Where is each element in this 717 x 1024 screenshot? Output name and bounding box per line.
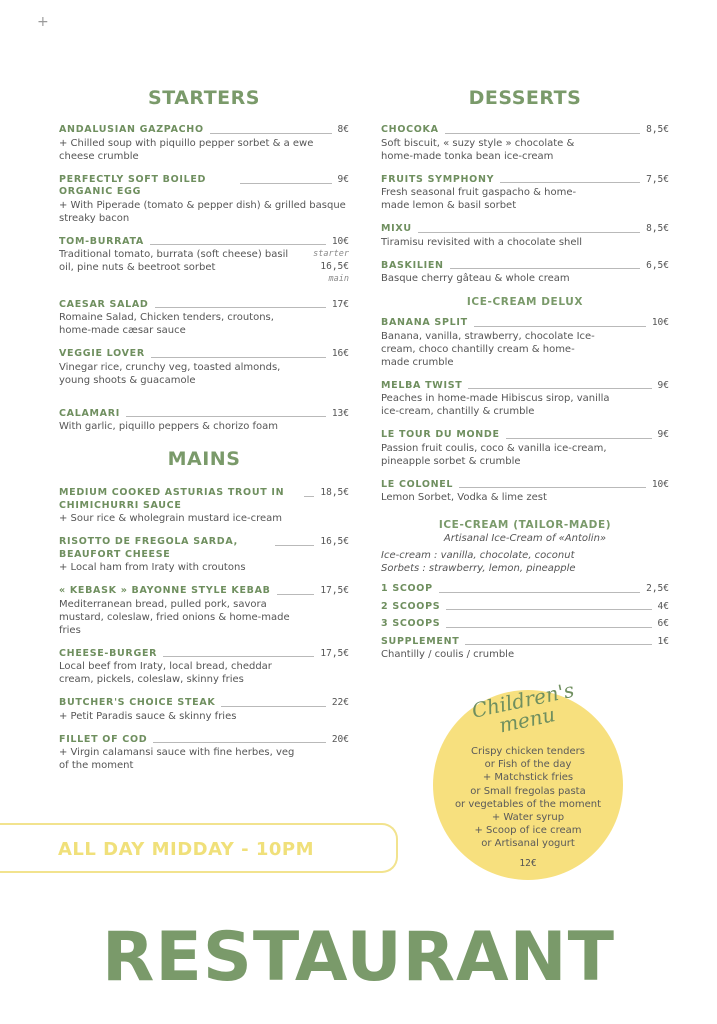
childrens-menu-line: + Matchstick fries: [482, 772, 574, 784]
childrens-menu-line: + Scoop of ice cream: [474, 825, 582, 837]
childrens-menu-line: Crispy chicken tenders: [471, 746, 585, 757]
item-price: 9€: [657, 429, 669, 440]
item-description: + With Piperade (tomato & pepper dish) & grilled basque streaky bacon: [59, 199, 346, 224]
item-name: ANDALUSIAN GAZPACHO: [59, 124, 204, 135]
icecream-flavours: Ice-cream : vanilla, chocolate, coconut: [381, 550, 575, 561]
desserts-title: DESSERTS: [468, 87, 582, 109]
childrens-menu-title: Children's menu: [469, 677, 577, 738]
item-price: 9€: [337, 173, 349, 185]
menu-item: [381, 479, 669, 505]
childrens-menu-line: or Small fregolas pasta: [470, 785, 586, 797]
item-name: CHOCOKA: [381, 124, 439, 135]
leader-line: [210, 133, 332, 134]
item-name: RISOTTO DE FREGOLA SARDA, BEAUFORT CHEESE: [59, 536, 238, 560]
item-price: 10€: [651, 478, 669, 490]
item-name: 3 SCOOPS: [381, 618, 441, 629]
menu-item: [59, 734, 349, 773]
leader-line: [126, 416, 326, 417]
item-description: Local beef from Iraty, local bread, cheddar cream, pickels, coleslaw, skinny fries: [59, 661, 272, 685]
item-price: 20€: [331, 733, 349, 745]
childrens-menu-line: or vegetables of the moment: [454, 798, 602, 810]
item-name: BANANA SPLIT: [381, 317, 468, 328]
icecream-tailor-title: ICE-CREAM (TAILOR-MADE): [438, 519, 612, 531]
item-description: + Sour rice & wholegrain mustard ice-cream: [59, 513, 283, 524]
item-price: 6€: [657, 618, 669, 629]
item-description: Lemon Sorbet, Vodka & lime zest: [381, 492, 547, 503]
item-name: FILLET OF COD: [59, 733, 148, 745]
item-description: Mediterranean bread, pulled pork, savora mustard, coleslaw, fried onions & home-made fries: [59, 598, 290, 636]
item-price: 22€: [331, 697, 349, 708]
item-description: + Local ham from Iraty with croutons: [59, 562, 246, 573]
leader-line: [240, 183, 332, 184]
menu-item: [381, 317, 669, 369]
leader-line: [153, 742, 326, 743]
restaurant-title: RESTAURANT: [102, 918, 615, 997]
item-description: Soft biscuit, « suzy style » chocolate & home-made tonka bean ice-cream: [381, 137, 575, 162]
leader-line: [221, 706, 325, 707]
leader-line: [450, 268, 640, 269]
item-name: LE TOUR DU MONDE: [381, 429, 500, 440]
menu-item: [59, 174, 349, 225]
right-column: [381, 86, 669, 661]
childrens-menu-line: or Fish of the day: [484, 759, 572, 771]
item-description: Fresh seasonal fruit gaspacho & home-made lemon & basil sorbet: [381, 187, 577, 211]
mains-title: MAINS: [167, 448, 241, 470]
item-description: Passion fruit coulis, coco & vanilla ice-cream, pineapple sorbet & crumble: [381, 442, 607, 467]
hours-banner-text: ALL DAY MIDDAY - 10PM: [58, 839, 314, 860]
menu-item: [59, 348, 349, 387]
item-price: 9€: [657, 379, 669, 391]
item-name: MEDIUM COOKED ASTURIAS TROUT IN CHIMICHURRI SAUCE: [59, 487, 285, 511]
starters-title: STARTERS: [148, 87, 260, 109]
item-name: LE COLONEL: [381, 478, 454, 490]
leader-line: [163, 656, 314, 657]
leader-line: [446, 627, 651, 628]
item-description: Basque cherry gâteau & whole cream: [381, 273, 570, 284]
leader-line: [304, 496, 314, 497]
leader-line: [446, 609, 651, 610]
leader-line: [418, 232, 640, 233]
menu-item: [59, 585, 349, 637]
corner-plus-mark: +: [37, 14, 49, 30]
menu-item: [59, 697, 349, 723]
item-price: 1€: [657, 635, 669, 647]
item-name: BUTCHER'S CHOICE STEAK: [59, 697, 216, 708]
item-description: + Virgin calamansi sauce with fine herbes, veg of the moment: [59, 747, 295, 771]
menu-item: [381, 583, 669, 596]
leader-line: [459, 487, 646, 488]
item-name: BASKILIEN: [381, 259, 444, 271]
item-description: With garlic, piquillo peppers & chorizo foam: [59, 421, 279, 432]
item-price: 17,5€: [320, 585, 349, 596]
item-name: 1 SCOOP: [381, 583, 433, 594]
menu-item: [381, 223, 669, 249]
menu-item: [59, 648, 349, 687]
sorbet-flavours: Sorbets : strawberry, lemon, pineapple: [381, 563, 576, 574]
item-name: MELBA TWIST: [381, 379, 463, 391]
item-price: 6,5€: [646, 259, 669, 271]
item-price: 13€: [331, 407, 349, 419]
item-name: PERFECTLY SOFT BOILED ORGANIC EGG: [59, 173, 207, 197]
childrens-menu-line: + Water syrup: [491, 812, 565, 824]
leader-line: [155, 307, 326, 308]
item-price: 17€: [331, 298, 349, 310]
item-price: 8€: [337, 124, 349, 135]
leader-line: [500, 182, 640, 183]
item-price: 16€: [331, 348, 349, 359]
item-description: + Petit Paradis sauce & skinny fries: [59, 710, 237, 722]
item-price: 18,5€: [320, 487, 349, 498]
leader-line: [150, 244, 326, 245]
menu-item: [59, 236, 349, 289]
item-price: 16,5€: [320, 536, 349, 547]
item-description: Traditional tomato, burrata (soft cheese) basil oil, pine nuts & beetroot sorbet: [59, 249, 289, 273]
item-price: 8,5€: [646, 223, 669, 234]
menu-item: [59, 536, 349, 574]
item-description: Romaine Salad, Chicken tenders, croutons, home-made cæsar sauce: [59, 312, 274, 336]
item-price: 2,5€: [646, 583, 669, 594]
item-name: VEGGIE LOVER: [59, 348, 145, 359]
item-name: « KEBASK » BAYONNE STYLE KEBAB: [59, 585, 271, 596]
item-price: 10€: [651, 317, 669, 328]
item-name: MIXU: [381, 223, 412, 234]
menu-item: [381, 618, 669, 631]
leader-line: [275, 545, 314, 546]
item-price: 17,5€: [320, 647, 349, 659]
menu-item: [381, 429, 669, 468]
menu-item: [381, 380, 669, 419]
menu-item: [381, 174, 669, 213]
item-name: CAESAR SALAD: [59, 298, 149, 310]
left-column: [59, 86, 349, 772]
item-name: 2 SCOOPS: [381, 600, 441, 612]
item-description: Tiramisu revisited with a chocolate shell: [381, 236, 583, 248]
item-price: 4€: [657, 600, 669, 612]
item-name: TOM-BURRATA: [59, 235, 144, 247]
item-price: 8,5€: [646, 124, 669, 135]
menu-item: [59, 124, 349, 163]
leader-line: [277, 594, 315, 595]
item-name: FRUITS SYMPHONY: [381, 173, 495, 185]
item-name: SUPPLEMENT: [381, 635, 460, 647]
leader-line: [468, 388, 651, 389]
menu-item: [381, 124, 669, 163]
menu-item: [381, 260, 669, 286]
leader-line: [439, 592, 640, 593]
item-price: 10€: [331, 235, 349, 247]
item-price: 7,5€: [646, 173, 669, 185]
item-price-main: 16,5€: [320, 260, 349, 272]
item-description: Peaches in home-made Hibiscus sirop, vanilla ice-cream, chantilly & crumble: [381, 393, 610, 417]
leader-line: [445, 133, 640, 134]
item-description: + Chilled soup with piquillo pepper sorbet & a ewe cheese crumble: [59, 137, 314, 162]
leader-line: [465, 644, 651, 645]
childrens-menu-line: or Artisanal yogurt: [481, 838, 575, 850]
childrens-menu-list: [433, 745, 623, 851]
icecream-delux-title: ICE-CREAM DELUX: [466, 296, 584, 308]
leader-line: [506, 438, 652, 439]
price-note-main: main: [328, 273, 349, 284]
menu-item: [59, 487, 349, 525]
icecream-tailor-subtitle: Artisanal Ice-Cream of «Antolin»: [443, 533, 607, 544]
menu-item: [381, 601, 669, 614]
menu-item: [59, 408, 349, 434]
item-name: CHEESE-BURGER: [59, 647, 158, 659]
item-name: CALAMARI: [59, 407, 120, 419]
leader-line: [151, 357, 326, 358]
menu-item: [381, 636, 669, 662]
item-description: Banana, vanilla, strawberry, chocolate Ice-cream, choco chantilly cream & home-made crumble: [381, 330, 595, 368]
childrens-menu-price: 12€: [519, 858, 537, 869]
price-note-starter: starter: [313, 248, 349, 259]
leader-line: [474, 326, 646, 327]
item-description: Chantilly / coulis / crumble: [381, 649, 515, 660]
menu-item: [59, 299, 349, 338]
item-description: Vinegar rice, crunchy veg, toasted almonds, young shoots & guacamole: [59, 361, 281, 386]
